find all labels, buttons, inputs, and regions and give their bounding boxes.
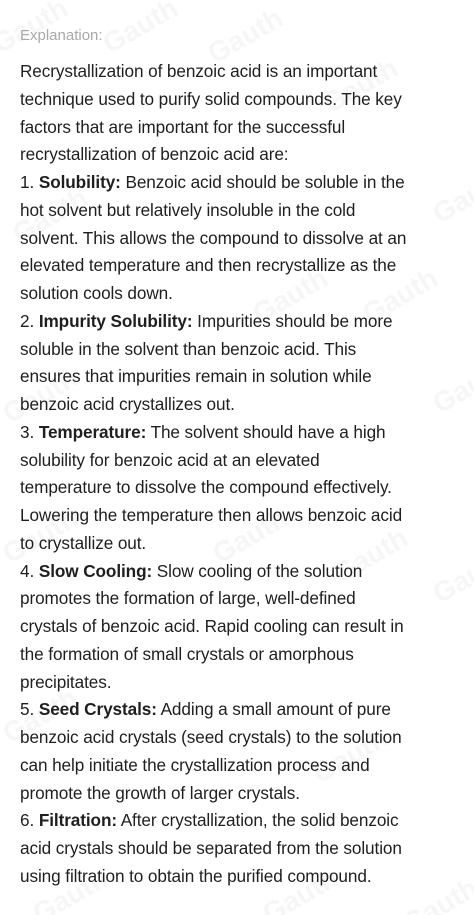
factor-number: 3. xyxy=(20,421,35,442)
text-line: the formation of small crystals or amorphous xyxy=(20,643,354,664)
factor-number: 6. xyxy=(20,810,35,831)
text-line xyxy=(20,807,460,835)
text-line: acid crystals should be separated from the solution xyxy=(20,838,402,858)
text-line xyxy=(20,419,460,447)
text-line: recrystallization of benzoic acid are: xyxy=(20,144,289,165)
explanation-text xyxy=(20,58,460,891)
text-line xyxy=(20,558,460,586)
text-line: promote the growth of larger crystals. xyxy=(20,782,300,803)
factor-term: Temperature: xyxy=(38,421,147,442)
factor-item-filtration xyxy=(20,807,460,890)
explanation-content xyxy=(20,0,460,891)
factor-item-slow-cooling xyxy=(20,558,460,697)
factor-text: The solvent should have a high xyxy=(146,421,386,442)
factor-term: Seed Crystals: xyxy=(38,699,157,720)
text-line: using filtration to obtain the purified compound. xyxy=(20,865,372,886)
text-line: hot solvent but relatively insoluble in the cold xyxy=(20,199,356,220)
text-line: solution cools down. xyxy=(20,283,173,303)
text-line: solubility for benzoic acid at an elevated xyxy=(20,449,320,470)
text-line: benzoic acid crystals (seed crystals) to the solution xyxy=(20,727,402,747)
factor-item-impurity-solubility xyxy=(20,308,460,419)
text-line: crystals of benzoic acid. Rapid cooling can result in xyxy=(20,616,404,636)
text-line: benzoic acid crystallizes out. xyxy=(20,394,235,414)
text-line xyxy=(20,308,460,336)
factor-text: After crystallization, the solid benzoic xyxy=(116,810,399,831)
text-line: can help initiate the crystallization process and xyxy=(20,754,370,775)
factor-text: Impurities should be more xyxy=(192,310,393,331)
text-line: precipitates. xyxy=(20,671,112,692)
factor-item-temperature xyxy=(20,419,460,558)
factor-text: Adding a small amount of pure xyxy=(156,699,391,720)
text-line: Recrystallization of benzoic acid is an important xyxy=(20,61,378,81)
text-line: ensures that impurities remain in solution while xyxy=(20,366,372,387)
factor-text: Slow cooling of the solution xyxy=(152,560,363,581)
text-line: to crystallize out. xyxy=(20,532,147,553)
factor-number: 5. xyxy=(20,699,35,720)
factor-number: 1. xyxy=(20,172,35,192)
text-line: temperature to dissolve the compound effectively. xyxy=(20,477,392,498)
text-line: Lowering the temperature then allows benzoic acid xyxy=(20,505,403,525)
text-line: technique used to purify solid compounds. The key xyxy=(20,88,402,109)
factor-number: 2. xyxy=(20,310,35,331)
intro-paragraph xyxy=(20,58,460,169)
text-line: solvent. This allows the compound to dissolve at an xyxy=(20,227,407,248)
factor-term: Slow Cooling: xyxy=(38,560,153,581)
factor-term: Impurity Solubility: xyxy=(38,310,193,331)
text-line xyxy=(20,696,460,724)
factor-term: Filtration: xyxy=(38,810,117,831)
text-line: factors that are important for the successful xyxy=(20,116,346,137)
factor-number: 4. xyxy=(20,560,35,581)
text-line: soluble in the solvent than benzoic acid. This xyxy=(20,338,357,359)
text-line: promotes the formation of large, well-defined xyxy=(20,588,356,609)
factor-item-solubility xyxy=(20,169,460,308)
factor-text: Benzoic acid should be soluble in the xyxy=(120,172,405,192)
explanation-label: Explanation: xyxy=(20,27,103,44)
factor-item-seed-crystals xyxy=(20,696,460,807)
text-line xyxy=(20,169,460,197)
text-line: elevated temperature and then recrystallize as the xyxy=(20,255,397,276)
factor-term: Solubility: xyxy=(38,172,121,192)
